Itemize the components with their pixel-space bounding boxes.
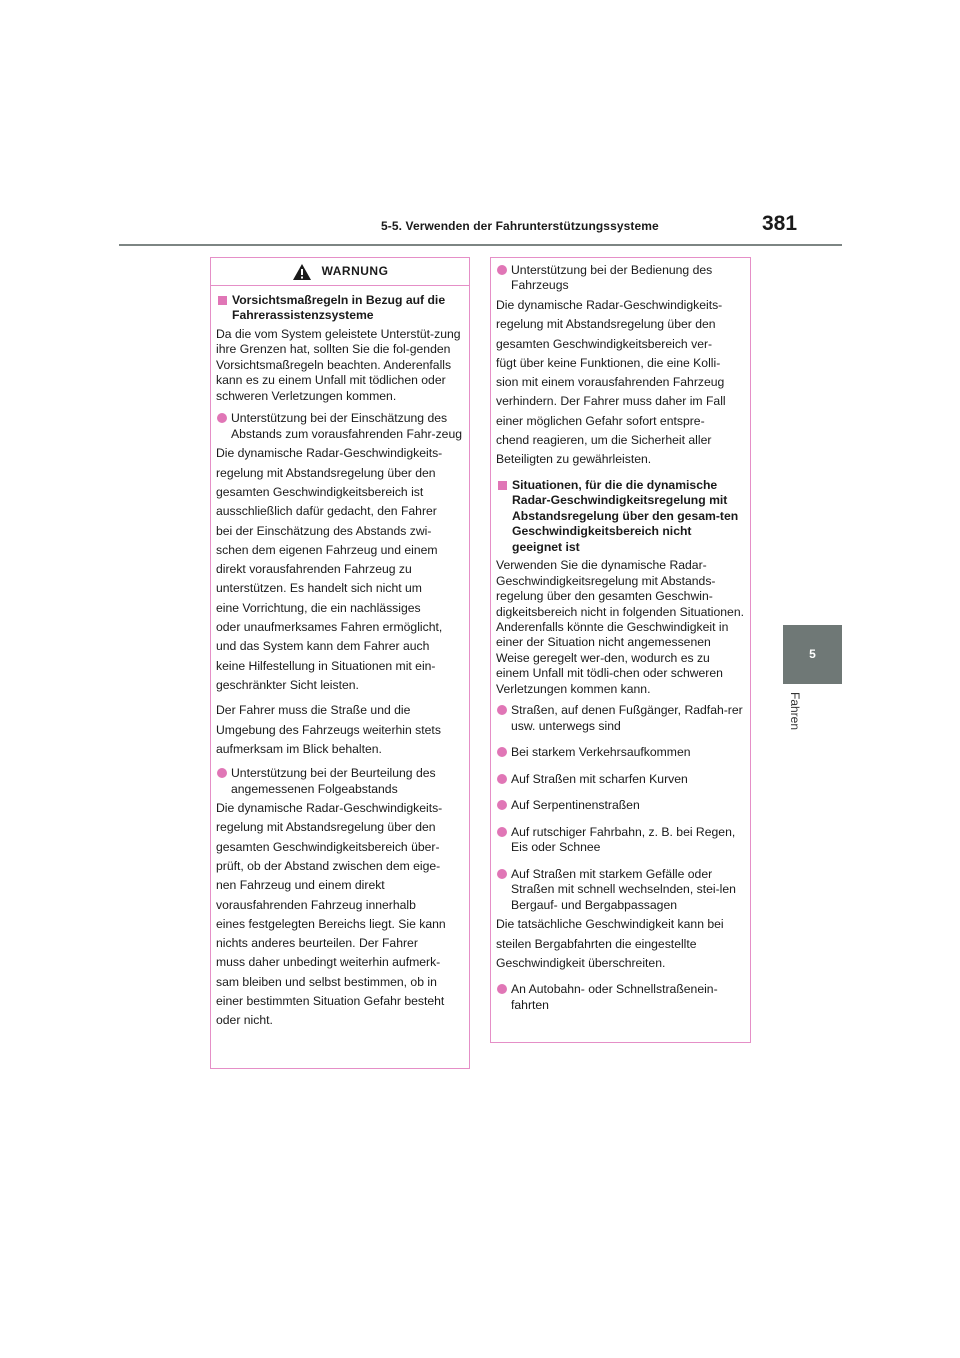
text-line: regelung mit Abstandsregelung über den	[496, 317, 716, 332]
bullet-text: An Autobahn- oder Schnellstraßenein-fahrten	[511, 982, 718, 1012]
header-divider	[119, 244, 842, 246]
text-line: schen dem eigenen Fahrzeug und einem	[216, 542, 438, 557]
circle-bullet-icon	[497, 984, 507, 994]
text-line: bei der Einschätzung des Abstands zwi-	[216, 523, 432, 538]
text-line: keine Hilfestellung in Situationen mit ein-	[216, 658, 436, 673]
circle-bullet-icon	[497, 800, 507, 810]
section-title: 5-5. Verwenden der Fahrunterstützungssysteme	[381, 219, 659, 233]
text-line: Die dynamische Radar-Geschwindigkeits-	[216, 446, 443, 461]
paragraph	[216, 444, 463, 695]
text-line: eine Vorrichtung, die ein nachlässiges	[216, 600, 421, 615]
section-heading	[216, 293, 463, 324]
warning-box	[210, 257, 470, 1069]
text-line: chend reagieren, um die Sicherheit aller	[496, 433, 712, 448]
page-number: 381	[762, 212, 798, 235]
text-line: vorausfahrenden Fahrzeug innerhalb	[216, 897, 416, 912]
text-line: und das System kann dem Fahrer auch	[216, 639, 430, 654]
circle-bullet-icon	[497, 265, 507, 275]
text-line: sam bleiben und selbst bestimmen, ob in	[216, 974, 437, 989]
section-text: Da die vom System geleistete Unterstüt-zung ihre Grenzen hat, sollten Sie die fol-genden Vorsichtsmaßregeln beachten. Anderenfalls kann es zu einem Unfall mit tödlichen oder schweren Verletzungen kommen.	[216, 326, 461, 403]
chapter-tab: 5	[783, 625, 842, 684]
bullet-item	[496, 867, 744, 913]
bullet-item	[496, 798, 744, 813]
text-line: verhindern. Der Fahrer muss daher im Fall	[496, 394, 726, 409]
paragraph	[216, 701, 463, 759]
bullet-text: Unterstützung bei der Bedienung des Fahrzeugs	[511, 263, 713, 293]
bullet-item	[496, 703, 744, 734]
circle-bullet-icon	[497, 705, 507, 715]
chapter-label: Fahren	[788, 692, 802, 731]
circle-bullet-icon	[497, 827, 507, 837]
bullet-text: Straßen, auf denen Fußgänger, Radfah-rer usw. unterwegs sind	[511, 703, 743, 733]
text-line: Der Fahrer muss die Straße und die	[216, 703, 411, 718]
bullet-item	[216, 411, 463, 442]
bullet-item	[216, 766, 463, 797]
text-line: unterstützen. Es handelt sich nicht um	[216, 581, 422, 596]
bullet-item	[496, 825, 744, 856]
text-line: Die dynamische Radar-Geschwindigkeits-	[496, 297, 723, 312]
text-line: oder nicht.	[216, 1013, 273, 1028]
circle-bullet-icon	[497, 747, 507, 757]
circle-bullet-icon	[217, 768, 227, 778]
text-line: Die tatsächliche Geschwindigkeit kann bei	[496, 917, 724, 932]
text-line: nen Fahrzeug und einem direkt	[216, 878, 385, 893]
bullet-item	[496, 745, 744, 760]
text-line: gesamten Geschwindigkeitsbereich ist	[216, 484, 424, 499]
warning-title: WARNUNG	[321, 263, 389, 278]
warning-header	[211, 258, 469, 286]
warning-box-continued	[490, 257, 751, 1043]
text-line: regelung mit Abstandsregelung über den	[216, 820, 436, 835]
paragraph	[216, 799, 463, 1031]
bullet-item	[496, 772, 744, 787]
text-line: Beteiligten zu gewährleisten.	[496, 452, 652, 467]
section-title-text: Situationen, für die die dynamische Radar-Geschwindigkeitsregelung mit Abstandsregelung über den gesam-ten Geschwindigkeitsbereich nicht geeignet ist	[512, 477, 739, 554]
bullet-text: Auf Serpentinenstraßen	[511, 798, 640, 813]
bullet-text: Unterstützung bei der Beurteilung des angemessenen Folgeabstands	[231, 766, 436, 796]
square-bullet-icon	[498, 481, 507, 490]
bullet-text: Auf rutschiger Fahrbahn, z. B. bei Regen, Eis oder Schnee	[511, 824, 736, 855]
text-line: prüft, ob der Abstand zwischen dem eige-	[216, 858, 441, 873]
section-heading	[496, 478, 744, 555]
paragraph	[496, 915, 744, 973]
text-line: Umgebung des Fahrzeugs weiterhin stets	[216, 722, 441, 737]
circle-bullet-icon	[497, 869, 507, 879]
bullet-item	[496, 263, 744, 294]
text-line: fügt über keine Funktionen, die eine Kolli-	[496, 355, 721, 370]
section-text: Verwenden Sie die dynamische Radar-Geschwindigkeitsregelung mit Abstands-regelung über den gesamten Geschwin-digkeitsbereich nicht in folgenden Situationen. Anderenfalls könnte die Geschwindigkeit in einer der Situation nicht angemessenen Weise geregelt wer-den, wodurch es zu einem Unfall mit tödli-chen oder schweren Verletzungen kommen kann.	[496, 558, 744, 696]
text-line: steilen Bergabfahrten die eingestellte	[496, 936, 697, 951]
text-line: gesamten Geschwindigkeitsbereich über-	[216, 839, 440, 854]
bullet-item	[496, 982, 744, 1013]
text-line: sion mit einem vorausfahrenden Fahrzeug	[496, 375, 725, 390]
bullet-text: Auf Straßen mit starkem Gefälle oder Straßen mit schnell wechselnden, stei-len Bergauf- und Bergabpassagen	[511, 866, 736, 912]
text-line: regelung mit Abstandsregelung über den	[216, 465, 436, 480]
text-line: muss daher unbedingt weiterhin aufmerk-	[216, 955, 441, 970]
text-line: ausschließlich dafür gedacht, den Fahrer	[216, 504, 437, 519]
text-line: aufmerksam im Blick behalten.	[216, 741, 382, 756]
text-line: direkt vorausfahrenden Fahrzeug zu	[216, 562, 412, 577]
text-line: einer möglichen Gefahr sofort entspre-	[496, 413, 705, 428]
text-line: Geschwindigkeit überschreiten.	[496, 955, 666, 970]
text-line: Die dynamische Radar-Geschwindigkeits-	[216, 801, 443, 816]
circle-bullet-icon	[217, 413, 227, 423]
square-bullet-icon	[218, 296, 227, 305]
text-line: einer bestimmten Situation Gefahr besteht	[216, 994, 445, 1009]
section-title-text: Vorsichtsmaßregeln in Bezug auf die Fahrerassistenzsysteme	[232, 293, 446, 323]
bullet-text: Unterstützung bei der Einschätzung des Abstands zum vorausfahrenden Fahr-zeug	[231, 411, 463, 441]
bullet-text: Auf Straßen mit scharfen Kurven	[511, 771, 688, 786]
text-line: eines festgelegten Bereichs liegt. Sie kann	[216, 916, 446, 931]
circle-bullet-icon	[497, 774, 507, 784]
text-line: nichts anderes beurteilen. Der Fahrer	[216, 936, 418, 951]
warning-triangle-icon	[292, 263, 312, 281]
bullet-text: Bei starkem Verkehrsaufkommen	[511, 745, 691, 760]
text-line: gesamten Geschwindigkeitsbereich ver-	[496, 336, 713, 351]
text-line: oder unaufmerksames Fahren ermöglicht,	[216, 620, 443, 635]
text-line: geschränkter Sicht leisten.	[216, 677, 359, 692]
paragraph	[496, 296, 744, 470]
